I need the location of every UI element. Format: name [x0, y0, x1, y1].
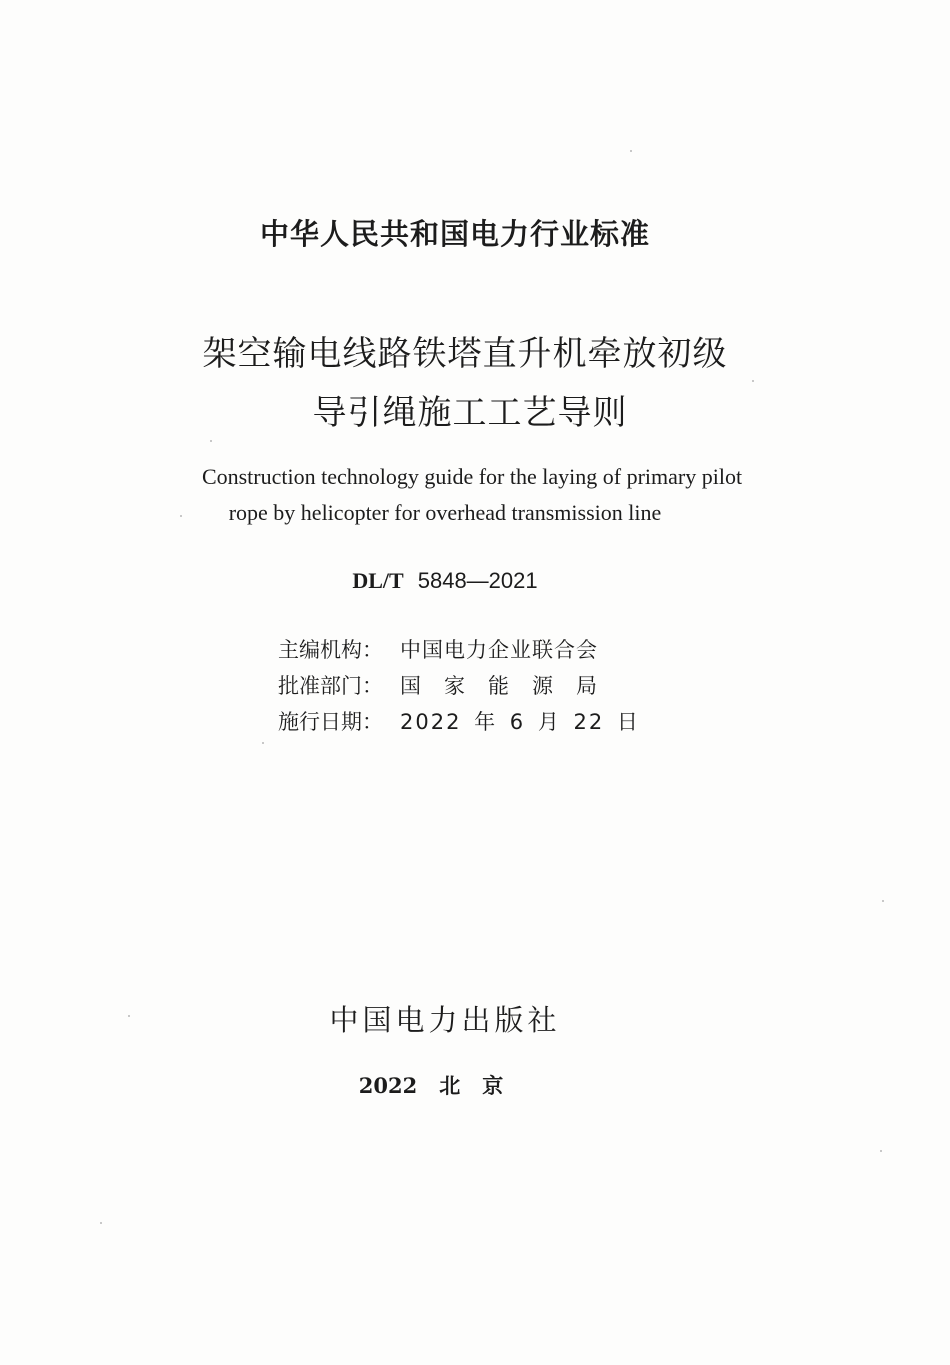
title-en-line-2: rope by helicopter for overhead transmission line	[228, 500, 662, 525]
effective-date-value: 2022 年 6 月 22 日	[400, 710, 640, 734]
title-zh-line-1: 架空输电线路铁塔直升机牵放初级	[202, 334, 728, 374]
scan-speck	[630, 150, 632, 152]
scan-speck	[210, 440, 212, 442]
scan-speck	[882, 900, 884, 902]
imprint-year: 2022	[358, 1073, 418, 1098]
scan-speck	[180, 515, 182, 517]
editor-value: 中国电力企业联合会	[400, 638, 598, 662]
standard-code	[0, 568, 920, 594]
standard-code-prefix: DL/T	[352, 568, 404, 593]
approval-label: 批准部门：	[278, 674, 383, 698]
scan-speck	[880, 1150, 882, 1152]
title-en-line-1: Construction technology guide for the laying of primary pilot	[201, 464, 743, 489]
imprint-city: 北京	[439, 1073, 526, 1098]
editor-label: 主编机构：	[278, 638, 383, 662]
scan-speck	[752, 380, 754, 382]
standard-code-number: 5848—2021	[417, 568, 538, 593]
info-block	[278, 632, 640, 740]
approval-row	[278, 668, 640, 704]
publisher-name: 中国电力出版社	[329, 1003, 561, 1037]
effective-date-row	[278, 704, 640, 740]
editor-row	[278, 632, 640, 668]
title-zh-line-2: 导引绳施工工艺导则	[312, 393, 628, 433]
scan-speck	[128, 1015, 130, 1017]
approval-value: 国家能源局	[400, 674, 620, 698]
imprint-line	[0, 1070, 917, 1100]
scan-speck	[100, 1222, 102, 1224]
effective-date-label: 施行日期：	[278, 710, 383, 734]
standard-class-heading: 中华人民共和国电力行业标准	[259, 217, 650, 251]
scan-speck	[262, 742, 264, 744]
